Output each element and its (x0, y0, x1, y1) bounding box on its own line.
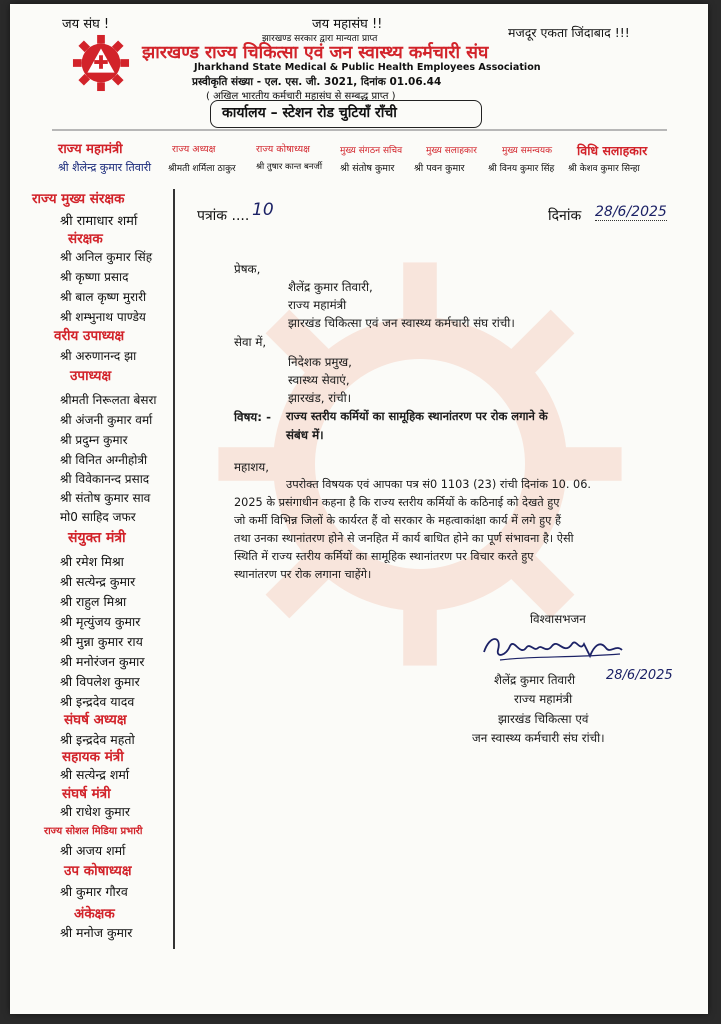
subject-line: संबंध में। (286, 428, 324, 442)
sidebar-heading: वरीय उपाध्यक्ष (54, 328, 125, 344)
sender-name: शैलेंद्र कुमार तिवारी, (288, 280, 373, 294)
sidebar-heading: संघर्ष अध्यक्ष (64, 712, 127, 728)
sidebar-member: श्री रामाधार शर्मा (60, 214, 138, 229)
signatory-post: राज्य महामंत्री (514, 692, 573, 706)
sidebar-divider (173, 189, 175, 949)
sidebar-member: श्री इन्द्रदेव यादव (60, 694, 135, 709)
official-role: राज्य कोषाध्यक्ष (256, 144, 310, 155)
sidebar-heading: राज्य सोशल मिडिया प्रभारी (44, 826, 143, 837)
sender-post: राज्य महामंत्री (288, 298, 347, 312)
subject-line: राज्य स्तरीय कर्मियों का सामूहिक स्थानांतरण पर रोक लगाने के (286, 409, 548, 423)
official-role: विधि सलाहकार (577, 143, 648, 158)
official-name: श्री पवन कुमार (414, 163, 465, 174)
office-address: कार्यालय – स्टेशन रोड चुटियाँ राँची (222, 105, 397, 121)
sender-org: झारखंड चिकित्सा एवं जन स्वास्थ्य कर्मचारी संघ रांची। (288, 316, 515, 330)
paragraph-line: जो कर्मी विभिन्न जिलों के कार्यरत हैं वो सरकार के महत्वाकांक्षा कार्य में लगे हुए हैं (234, 514, 561, 527)
official-role: मुख्य सलाहकार (426, 146, 477, 156)
sidebar-heading: सहायक मंत्री (62, 749, 124, 765)
sidebar-heading: अंकेक्षक (74, 906, 115, 922)
sidebar-member: श्री कृष्णा प्रसाद (60, 270, 129, 284)
sidebar-member: श्री बाल कृष्ण मुरारी (60, 290, 147, 304)
sidebar-heading: उप कोषाध्यक्ष (64, 863, 132, 879)
sidebar-member: श्री कुमार गौरव (60, 884, 128, 899)
sidebar-member: श्रीमती निरूलता बेसरा (60, 393, 157, 407)
sidebar-member: श्री रमेश मिश्रा (60, 554, 124, 569)
sidebar-member: श्री संतोष कुमार साव (60, 491, 151, 505)
org-title-hindi: झारखण्ड राज्य चिकित्सा एवं जन स्वास्थ्य कर्मचारी संघ (142, 43, 489, 63)
paragraph-line: तथा उनका स्थानांतरण होने से जनहित में कार्य बाधित होने का पूर्ण संभावना है। ऐसी (234, 532, 574, 545)
official-role: मुख्य संगठन सचिव (340, 146, 403, 156)
paragraph-line: स्थानांतरण पर रोक लगाना चाहेंगे। (234, 568, 372, 581)
slogan-center: जय महासंघ !! (312, 17, 383, 32)
sidebar-member: श्री सत्येन्द्र कुमार (60, 574, 136, 589)
signatory-org: झारखंड चिकित्सा एवं (498, 712, 589, 726)
sidebar-heading: उपाध्यक्ष (70, 368, 112, 384)
sidebar-member: श्री इन्द्रदेव महतो (60, 732, 135, 747)
recipient-line: स्वास्थ्य सेवाएं, (288, 373, 350, 387)
signatory-name: शैलेंद्र कुमार तिवारी (494, 673, 576, 687)
reference-number: 10 (252, 200, 274, 220)
slogan-right: मजदूर एकता जिंदाबाद !!! (508, 25, 630, 40)
association-logo (72, 34, 130, 92)
recognition-text: झारखण्ड सरकार द्वारा मान्यता प्राप्त (262, 34, 378, 44)
closing: विश्वासभजन (530, 612, 586, 626)
date-value: 28/6/2025 (595, 204, 667, 220)
official-name: श्री संतोष कुमार (340, 163, 395, 174)
paragraph-line: उपरोक्त विषयक एवं आपका पत्र सं0 1103 (23) रांची दिनांक 10. 06. (286, 478, 591, 491)
official-role: राज्य अध्यक्ष (172, 144, 216, 155)
official-name: श्री शैलेन्द्र कुमार तिवारी (58, 161, 152, 174)
date-label: दिनांक (548, 208, 582, 224)
sidebar-member: श्री मुन्ना कुमार राय (60, 634, 143, 649)
sender-label: प्रेषक, (234, 262, 261, 276)
sidebar-member: मो0 साहिद जफर (60, 510, 136, 524)
slogan-left: जय संघ ! (62, 17, 110, 32)
sidebar-member: श्री अजय शर्मा (60, 843, 126, 858)
reference-label: पत्रांक .... (197, 208, 250, 224)
sidebar-member: श्री विनित अग्नीहोत्री (60, 453, 148, 467)
affiliation-text: ( अखिल भारतीय कर्मचारी महासंघ से सम्बद्ध प्राप्त ) (206, 91, 396, 102)
sidebar-member: श्री राधेश कुमार (60, 804, 130, 819)
sidebar-member: श्री सत्येन्द्र शर्मा (60, 767, 130, 782)
signatory-org: जन स्वास्थ्य कर्मचारी संघ रांची। (472, 731, 605, 745)
registration-number: प्रस्वीकृति संख्या - एल. एस. जी. 3021, दिनांक 01.06.44 (192, 76, 442, 88)
recipient-line: निदेशक प्रमुख, (288, 355, 352, 369)
official-name: श्रीमती शर्मिला ठाकुर (168, 164, 236, 174)
recipient-label: सेवा में, (234, 335, 267, 349)
sidebar-member: श्री शम्भुनाथ पाण्डेय (60, 310, 146, 324)
sidebar-heading: संघर्ष मंत्री (62, 786, 111, 802)
sidebar-member: श्री विवेकानन्द प्रसाद (60, 472, 150, 486)
sidebar-member: श्री राहुल मिश्रा (60, 594, 127, 609)
header-divider (52, 129, 667, 131)
sidebar-member: श्री मनोरंजन कुमार (60, 654, 145, 669)
sidebar-heading: राज्य मुख्य संरक्षक (32, 191, 125, 207)
letter-page (10, 4, 708, 1014)
official-name: श्री तुषार कान्त बनर्जी (256, 162, 323, 172)
paragraph-line: स्थिति में राज्य स्तरीय कर्मियों का सामूहिक स्थानांतरण पर विचार करते हुए (234, 550, 534, 563)
sidebar-member: श्री मृत्युंजय कुमार (60, 614, 141, 629)
sidebar-heading: संरक्षक (68, 231, 103, 247)
subject-label: विषय: - (234, 410, 271, 424)
sidebar-member: श्री अंजनी कुमार वर्मा (60, 413, 153, 427)
official-name: श्री विनय कुमार सिंह (488, 164, 555, 174)
org-title-english: Jharkhand State Medical & Public Health Employees Association (194, 62, 541, 73)
official-role: मुख्य समन्वयक (502, 146, 553, 156)
sidebar-member: श्री मनोज कुमार (60, 925, 133, 940)
signature-image (480, 626, 630, 668)
official-role: राज्य महामंत्री (58, 142, 123, 157)
sidebar-member: श्री प्रदुम्न कुमार (60, 433, 128, 447)
sidebar-heading: संयुक्त मंत्री (68, 530, 126, 546)
recipient-line: झारखंड, रांची। (288, 391, 352, 405)
signature-date: 28/6/2025 (606, 668, 673, 683)
paragraph-line: 2025 के प्रसंगाधीन कहना है कि राज्य स्तरीय कर्मियों के कठिनाई को देखते हुए (234, 496, 560, 509)
sidebar-member: श्री अनिल कुमार सिंह (60, 250, 153, 264)
sidebar-member: श्री अरुणानन्द झा (60, 349, 137, 363)
sidebar-member: श्री विपलेश कुमार (60, 674, 140, 689)
official-name: श्री केशव कुमार सिन्हा (568, 164, 640, 174)
salutation: महाशय, (234, 460, 269, 474)
